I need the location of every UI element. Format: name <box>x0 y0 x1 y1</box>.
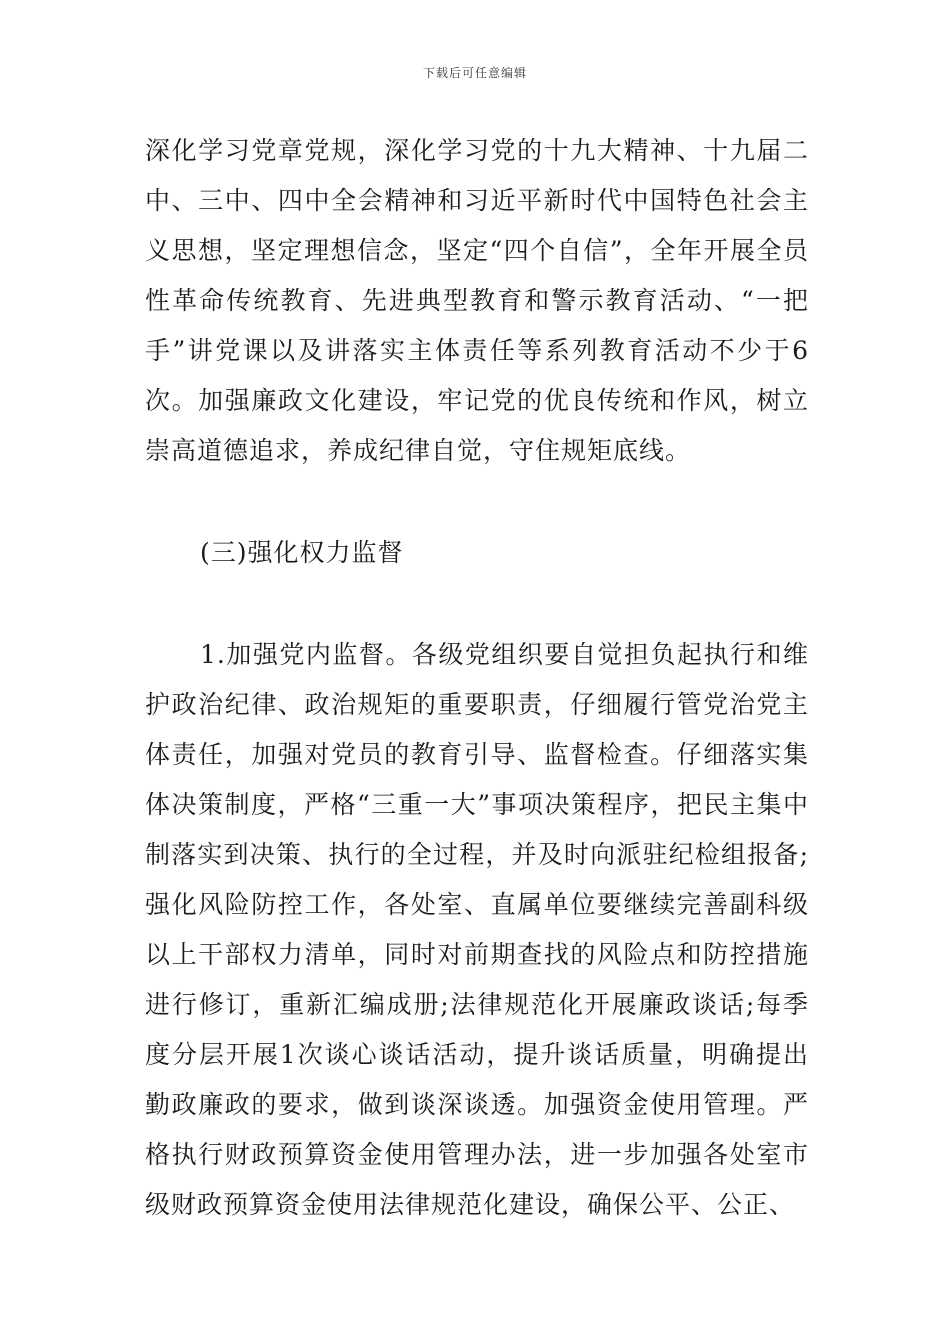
paragraph-party-supervision: 1.加强党内监督。各级党组织要自觉担负起执行和维护政治纪律、政治规矩的重要职责，仔细履行管党治党主体责任，加强对党员的教育引导、监督检查。仔细落实集体决策制度，严格“三重一大”事项决策程序，把民主集中制落实到决策、执行的全过程，并及时向派驻纪检组报备;强化风险防控工作，各处室、直属单位要继续完善副科级以上干部权力清单，同时对前期查找的风险点和防控措施进行修订，重新汇编成册;法律规范化开展廉政谈话;每季度分层开展1次谈心谈话活动，提升谈话质量，明确提出勤政廉政的要求，做到谈深谈透。加强资金使用管理。严格执行财政预算资金使用管理办法，进一步加强各处室市级财政预算资金使用法律规范化建设，确保公平、公正、 <box>145 640 809 1219</box>
paragraph-spacer <box>145 476 809 528</box>
header-note: 下载后可任意编辑 <box>422 66 527 80</box>
paragraph-spacer <box>145 578 809 630</box>
paragraph-continuation: 深化学习党章党规，深化学习党的十九大精神、十九届二中、三中、四中全会精神和习近平新时代中国特色社会主义思想，坚定理想信念，坚定“四个自信”，全年开展全员性革命传统教育、先进典型教育和警示教育活动、“一把手”讲党课以及讲落实主体责任等系列教育活动不少于6次。加强廉政文化建设，牢记党的优良传统和作风，树立崇高道德追求，养成纪律自觉，守住规矩底线。 <box>145 136 809 465</box>
document-body <box>145 126 809 1230</box>
section-heading: (三)强化权力监督 <box>200 538 404 567</box>
